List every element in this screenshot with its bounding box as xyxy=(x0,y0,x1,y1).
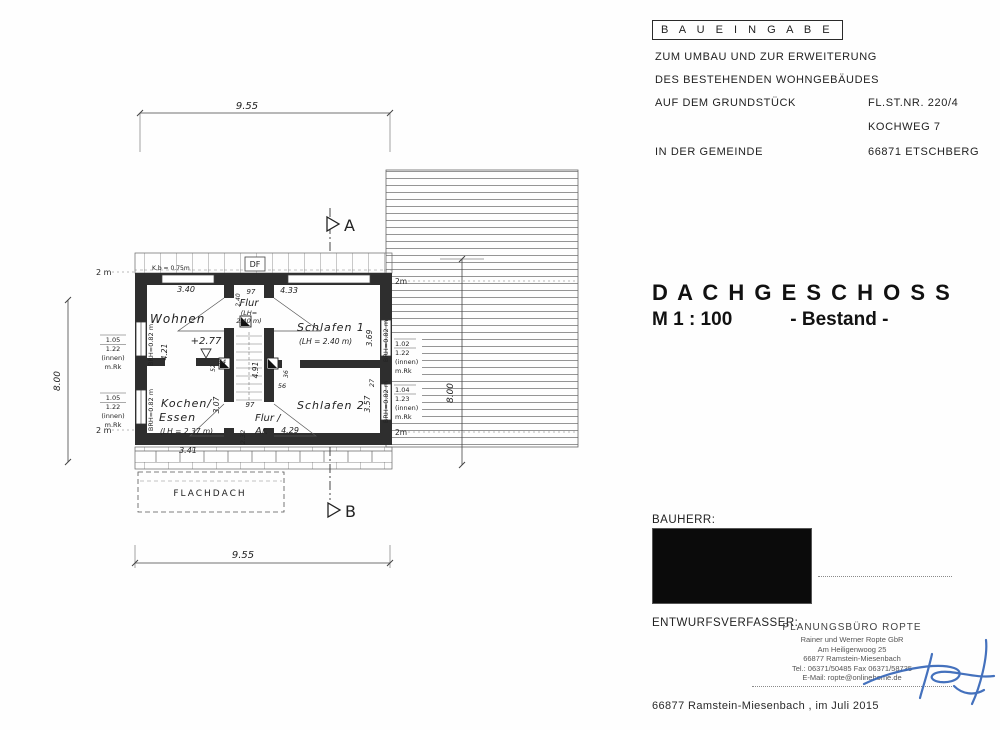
dim-wohnen-width: 3.40 xyxy=(177,285,195,294)
dim-36: 36 xyxy=(283,370,290,378)
header-line-4: IN DER GEMEINDE xyxy=(655,146,764,158)
dim-overall-width-top: 9.55 xyxy=(235,101,259,112)
dim-schlafen2-width: 4.29 xyxy=(281,426,299,435)
dim-52: 52 xyxy=(210,364,217,372)
label-2m-bottomright: 2m xyxy=(395,428,408,437)
svg-text:(innen): (innen) xyxy=(101,354,125,362)
room-wohnen: Wohnen xyxy=(150,312,206,326)
svg-text:(innen): (innen) xyxy=(395,358,419,366)
stamp-phone: Tel.: 06371/50485 Fax 06371/58735 xyxy=(791,663,913,673)
dim-flur-bottom-height: 2.32 xyxy=(239,429,247,445)
stamp-firm-name: PLANUNGSBÜRO ROPTE xyxy=(782,622,922,633)
stamp-city: 66877 Ramstein-Miesenbach xyxy=(803,654,901,663)
drawing-scale-line xyxy=(652,309,888,331)
svg-text:1.22: 1.22 xyxy=(105,345,121,353)
label-2m-topright: 2m xyxy=(395,277,408,286)
entwurfsverfasser-label: ENTWURFSVERFASSER: xyxy=(652,617,799,629)
room-kochen-line2: Essen xyxy=(159,411,197,424)
brh-note-wohnen: BRH=0.82 m xyxy=(147,323,155,367)
svg-text:1.22: 1.22 xyxy=(395,349,410,357)
dim-overall-height-left: 8.00 xyxy=(53,370,63,392)
svg-text:1.02: 1.02 xyxy=(395,340,410,348)
baueingabe-stamp: B A U E I N G A B E xyxy=(652,20,843,40)
dim-flur-width-bottom: 97 xyxy=(245,401,255,409)
room-flur-top: Flur xyxy=(239,298,259,309)
header-line-2: DES BESTEHENDEN WOHNGEBÄUDES xyxy=(655,74,880,86)
level-marker-icon xyxy=(201,349,211,358)
dim-schlafen1-width: 4.33 xyxy=(280,286,298,295)
dim-27: 27 xyxy=(368,378,376,388)
window-spec-left-2 xyxy=(100,393,126,429)
roof-window-label: DF xyxy=(249,260,261,269)
room-flur-top-lh2: 2.40 m) xyxy=(236,317,262,325)
dim-56: 56 xyxy=(277,382,287,390)
room-flur-top-lh1: (LH= xyxy=(240,309,258,317)
svg-text:m.Rk: m.Rk xyxy=(104,421,122,429)
dim-flur-width-top: 97 xyxy=(246,288,256,296)
window-spec-left-1 xyxy=(100,335,126,371)
header-line-3: AUF DEM GRUNDSTÜCK xyxy=(655,97,796,109)
dim-overall-height-roof: 8.00 xyxy=(446,382,456,404)
svg-text:1.22: 1.22 xyxy=(105,403,121,411)
drawing-status: - Bestand - xyxy=(790,309,889,330)
room-schlafen2: Schlafen 2 xyxy=(297,399,365,412)
dim-kochen-height: 3.07 xyxy=(212,396,221,414)
stamp-street: Am Heiligenwoog 25 xyxy=(817,644,887,654)
footer-place-date: 66877 Ramstein-Miesenbach , im Juli 2015 xyxy=(652,700,879,712)
room-flur-bottom-line2: Ar. xyxy=(255,426,269,437)
drawing-title: D A C H G E S C H O S S xyxy=(652,280,952,305)
knee-wall-note: K.b = 0.75m xyxy=(152,265,190,272)
dim-schlafen1-height: 3.69 xyxy=(365,329,374,347)
bauherr-dotted-line xyxy=(818,576,952,577)
room-schlafen1: Schlafen 1 xyxy=(297,321,365,334)
room-kochen-lh: (LH = 2.37 m) xyxy=(160,427,214,436)
bauherr-label: BAUHERR: xyxy=(652,514,716,526)
room-kochen-line1: Kochen/ xyxy=(161,397,213,410)
dim-kochen-width: 3.41 xyxy=(179,446,197,455)
stamp-email: E-Mail: ropte@onlinehome.de xyxy=(802,673,902,682)
svg-text:m.Rk: m.Rk xyxy=(395,413,412,421)
flachdach-label: FLACHDACH xyxy=(173,489,247,499)
label-2m-topleft: 2 m xyxy=(96,268,112,277)
brh-note-schlafen2: BRH=0.82 m xyxy=(382,380,390,424)
room-schlafen1-lh: (LH = 2.40 m) xyxy=(299,337,353,346)
room-flur-bottom-line1: Flur / xyxy=(255,413,281,424)
svg-text:(innen): (innen) xyxy=(101,412,125,420)
svg-text:1.04: 1.04 xyxy=(395,386,410,394)
svg-text:m.Rk: m.Rk xyxy=(395,367,412,375)
bottom-eaves-strip xyxy=(135,447,392,469)
brh-note-schlafen1: BRH=0.82 m xyxy=(382,319,390,363)
section-line-a xyxy=(327,208,355,252)
stamp-owners: Rainer und Werner Ropte GbR xyxy=(800,635,904,644)
header-parcel-number: FL.ST.NR. 220/4 xyxy=(868,97,959,109)
label-2m-bottomleft: 2 m xyxy=(96,426,112,435)
dim-flur-top-height: 2.40 xyxy=(235,293,242,307)
svg-text:1.05: 1.05 xyxy=(105,336,121,344)
dim-stairwell: 4.91 xyxy=(251,361,260,379)
dim-54: 54 xyxy=(217,358,227,366)
svg-text:1.23: 1.23 xyxy=(395,395,410,403)
bauherr-redacted-box xyxy=(652,528,812,604)
section-b-label: B xyxy=(345,502,356,521)
section-a-label: A xyxy=(344,216,355,235)
header-line-1: ZUM UMBAU UND ZUR ERWEITERUNG xyxy=(655,51,877,63)
header-street: KOCHWEG 7 xyxy=(868,121,941,133)
svg-text:m.Rk: m.Rk xyxy=(104,363,122,371)
drawing-scale: M 1 : 100 xyxy=(652,309,733,330)
svg-text:1.05: 1.05 xyxy=(105,394,121,402)
svg-text:(innen): (innen) xyxy=(395,404,419,412)
dim-schlafen2-height: 3.57 xyxy=(363,395,372,413)
header-city: 66871 ETSCHBERG xyxy=(868,146,980,158)
window-spec-right-2 xyxy=(392,383,422,422)
level-marker-text: +2.77 xyxy=(190,336,222,347)
signature xyxy=(858,632,1000,722)
dim-overall-width-bottom: 9.55 xyxy=(231,550,255,561)
dim-wohnen-height: 4.21 xyxy=(160,343,169,361)
brh-note-kochen: BRH=0.82 m xyxy=(147,388,155,432)
window-spec-right-1 xyxy=(392,337,422,376)
